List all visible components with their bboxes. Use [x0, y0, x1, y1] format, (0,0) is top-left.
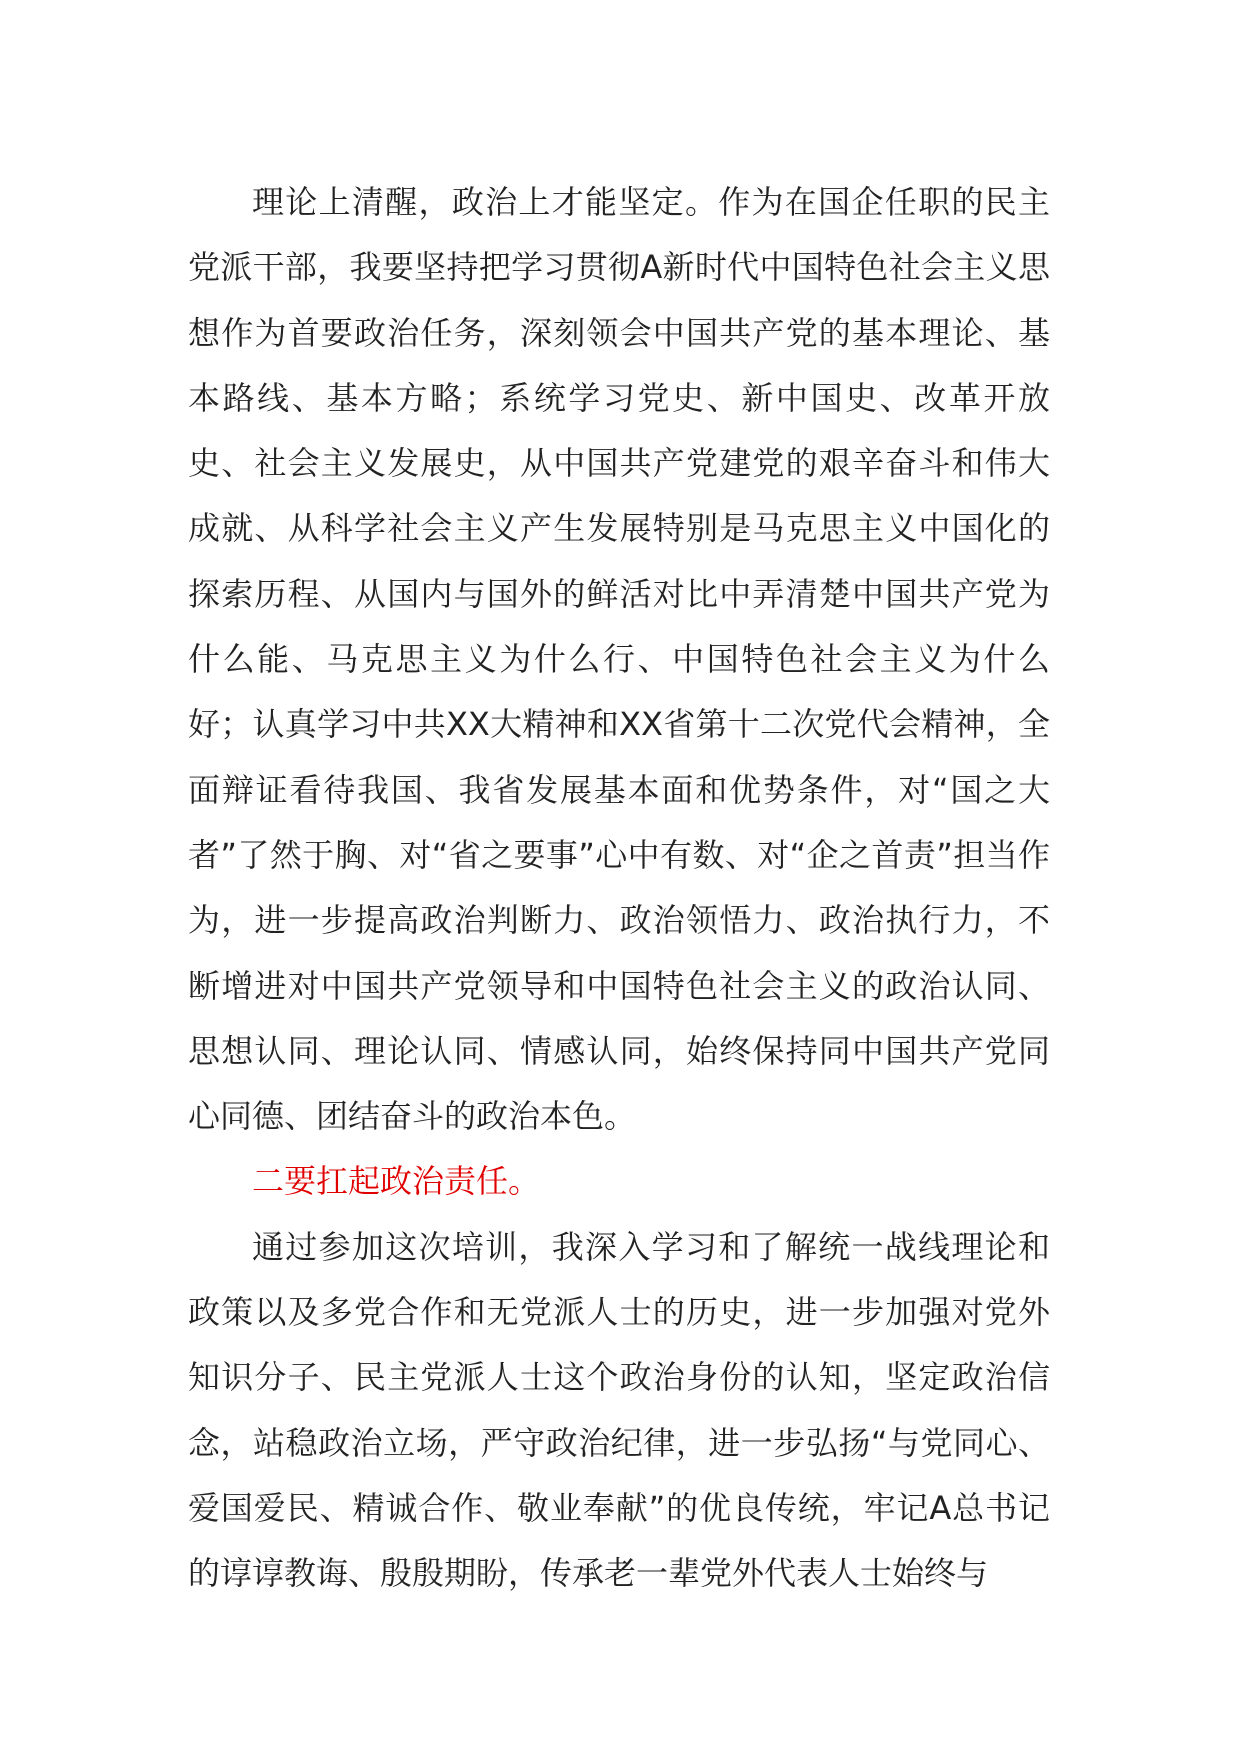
paragraph-political-awareness: 理论上清醒，政治上才能坚定。作为在国企任职的民主党派干部，我要坚持把学习贯彻A新时代中国特色社会主义思想作为首要政治任务，深刻领会中国共产党的基本理论、基本路线、基本方略；系统学习党史、新中国史、改革开放史、社会主义发展史，从中国共产党建党的艰辛奋斗和伟大成就、从科学社会主义产生发展特别是马克思主义中国化的探索历程、从国内与国外的鲜活对比中弄清楚中国共产党为什么能、马克思主义为什么行、中国特色社会主义为什么好；认真学习中共XX大精神和XX省第十二次党代会精神，全面辩证看待我国、我省发展基本面和优势条件，对“国之大者”了然于胸、对“省之要事”心中有数、对“企之首责”担当作为，进一步提高政治判断力、政治领悟力、政治执行力，不断增进对中国共产党领导和中国特色社会主义的政治认同、思想认同、理论认同、情感认同，始终保持同中国共产党同心同德、团结奋斗的政治本色。 [188, 183, 1050, 1136]
section-heading-political-responsibility: 二要扛起政治责任。 [252, 1162, 541, 1201]
document-body [188, 170, 1050, 1607]
paragraph-training-reflection: 通过参加这次培训，我深入学习和了解统一战线理论和政策以及多党合作和无党派人士的历史，进一步加强对党外知识分子、民主党派人士这个政治身份的认知，坚定政治信念，站稳政治立场，严守政治纪律，进一步弘扬“与党同心、爱国爱民、精诚合作、敬业奉献”的优良传统，牢记A总书记的谆谆教诲、殷殷期盼，传承老一辈党外代表人士始终与 [188, 1227, 1050, 1593]
